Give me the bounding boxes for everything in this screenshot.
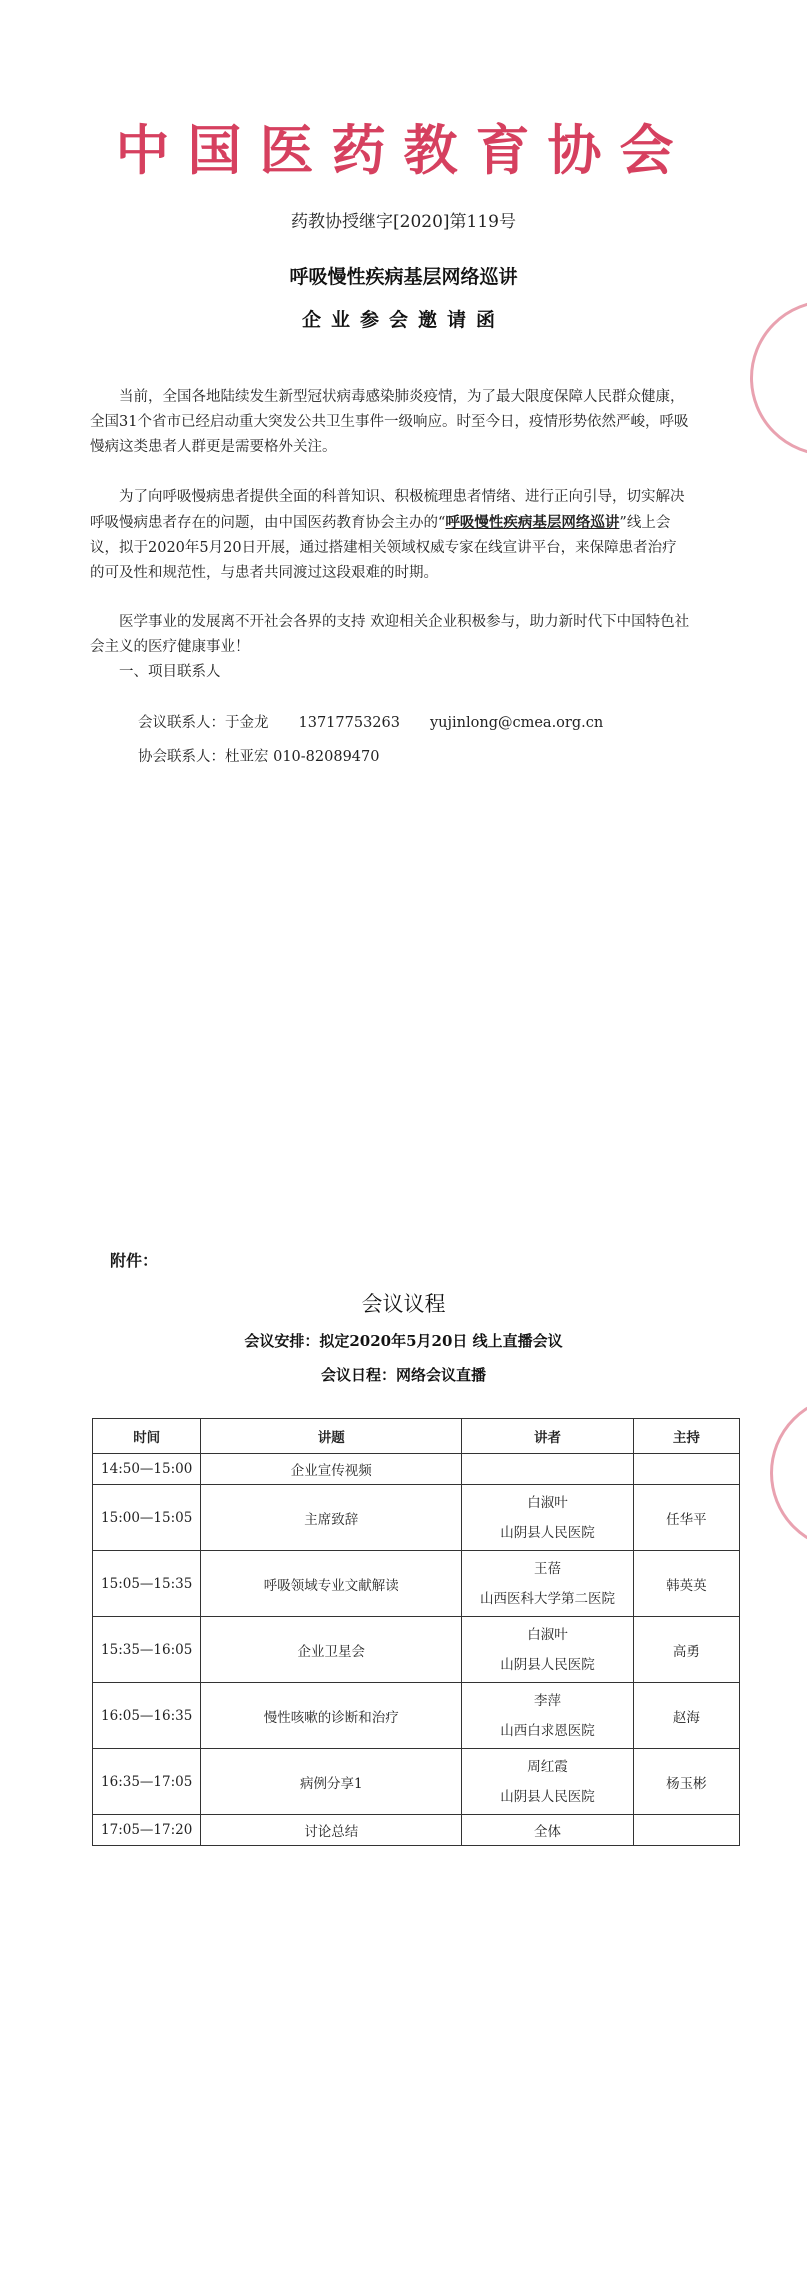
letter-title: 呼吸慢性疾病基层网络巡讲 [289, 266, 518, 288]
cell-topic: 呼吸领域专业文献解读 [201, 1551, 462, 1617]
paragraph-purpose [90, 485, 690, 586]
cell-host: 任华平 [633, 1485, 739, 1551]
table-row [93, 1815, 740, 1846]
cell-speaker: 全体 [462, 1815, 634, 1846]
section-heading: 一、项目联系人 [119, 664, 221, 680]
contact-meeting-label: 会议联系人：于金龙 [138, 715, 269, 731]
contact-meeting-email[interactable]: yujinlong@cmea.org.cn [429, 715, 604, 731]
cell-time: 17:05—17:20 [93, 1815, 201, 1846]
header-host: 主持 [633, 1419, 739, 1454]
agenda-arrangement: 会议安排：拟定2020年5月20日 线上直播会议 [244, 1332, 563, 1350]
official-seal-2 [770, 1395, 807, 1551]
speaker-name: 李萍 [534, 1692, 561, 1709]
cell-host: 韩英英 [633, 1551, 739, 1617]
table-row [93, 1683, 740, 1749]
paragraph-background: 当前，全国各地陆续发生新型冠状病毒感染肺炎疫情，为了最大限度保障人民群众健康，全国31个省市已经启动重大突发公共卫生事件一级响应。时至今日，疫情形势依然严峻，呼吸慢病这类患者人群更是需要格外关注。 [90, 389, 689, 455]
paragraph-purpose-start: 为了向呼吸慢病患者提供全面的科普知识、积极梳理患者情绪、进行正向引导，切实解决呼吸慢病患者存在的问题，由中国医药教育协会主办的“ [90, 489, 685, 531]
table-row [93, 1551, 740, 1617]
cell-topic: 讨论总结 [201, 1815, 462, 1846]
table-row [93, 1749, 740, 1815]
cell-host: 高勇 [633, 1617, 739, 1683]
cell-topic: 企业卫星会 [201, 1617, 462, 1683]
table-row [93, 1485, 740, 1551]
paragraph-purpose-end: ”线上会议，拟于2020年5月20日开展，通过搭建相关领域权威专家在线宣讲平台，来保障患者治疗的可及性和规范性，与患者共同渡过这段艰难的时期。 [90, 515, 677, 581]
speaker-org: 山西医科大学第二医院 [480, 1590, 615, 1607]
contact-association: 协会联系人：杜亚宏 010-82089470 [138, 749, 380, 765]
cell-topic: 慢性咳嗽的诊断和治疗 [201, 1683, 462, 1749]
letter-subtitle: 企业参会邀请函 [301, 309, 505, 331]
cell-time: 15:00—15:05 [93, 1485, 201, 1551]
org-title: 中国医药教育协会 [115, 119, 692, 182]
cell-topic: 主席致辞 [201, 1485, 462, 1551]
cell-host: 赵海 [633, 1683, 739, 1749]
header-time: 时间 [93, 1419, 201, 1454]
attachment-label: 附件： [110, 1251, 159, 1270]
event-name-highlight: 呼吸慢性疾病基层网络巡讲 [445, 514, 620, 531]
cell-host [633, 1815, 739, 1846]
table-row [93, 1454, 740, 1485]
speaker-name: 周红霞 [527, 1758, 568, 1775]
cell-time: 14:50—15:00 [93, 1454, 201, 1485]
cell-time: 15:05—15:35 [93, 1551, 201, 1617]
cell-speaker [462, 1485, 634, 1551]
cell-speaker [462, 1551, 634, 1617]
speaker-name: 王蓓 [534, 1560, 561, 1577]
cell-time: 16:05—16:35 [93, 1683, 201, 1749]
cell-topic: 企业宣传视频 [201, 1454, 462, 1485]
table-row [93, 1617, 740, 1683]
cell-host: 杨玉彬 [633, 1749, 739, 1815]
header-topic: 讲题 [201, 1419, 462, 1454]
speaker-org: 山西白求恩医院 [500, 1722, 595, 1739]
cell-time: 15:35—16:05 [93, 1617, 201, 1683]
cell-speaker [462, 1749, 634, 1815]
doc-number: 药教协授继字[2020]第119号 [291, 212, 516, 232]
agenda-header-row [93, 1419, 740, 1454]
speaker-org: 山阴县人民医院 [500, 1656, 595, 1673]
paragraph-invitation: 医学事业的发展离不开社会各界的支持 欢迎相关企业积极参与，助力新时代下中国特色社会主义的医疗健康事业！ [90, 614, 690, 655]
cell-time: 16:35—17:05 [93, 1749, 201, 1815]
agenda-title: 会议议程 [361, 1292, 446, 1316]
contact-meeting-phone: 13717753263 [298, 715, 400, 731]
contact-meeting [138, 711, 603, 732]
cell-speaker [462, 1617, 634, 1683]
cell-topic: 病例分享1 [201, 1749, 462, 1815]
speaker-name: 白淑叶 [527, 1494, 568, 1511]
header-speaker: 讲者 [462, 1419, 634, 1454]
speaker-name: 白淑叶 [527, 1626, 568, 1643]
cell-speaker [462, 1454, 634, 1485]
agenda-schedule: 会议日程：网络会议直播 [320, 1366, 486, 1384]
cell-speaker [462, 1683, 634, 1749]
cell-host [633, 1454, 739, 1485]
agenda-table [92, 1418, 740, 1846]
speaker-org: 山阴县人民医院 [500, 1524, 595, 1541]
speaker-org: 山阴县人民医院 [500, 1788, 595, 1805]
